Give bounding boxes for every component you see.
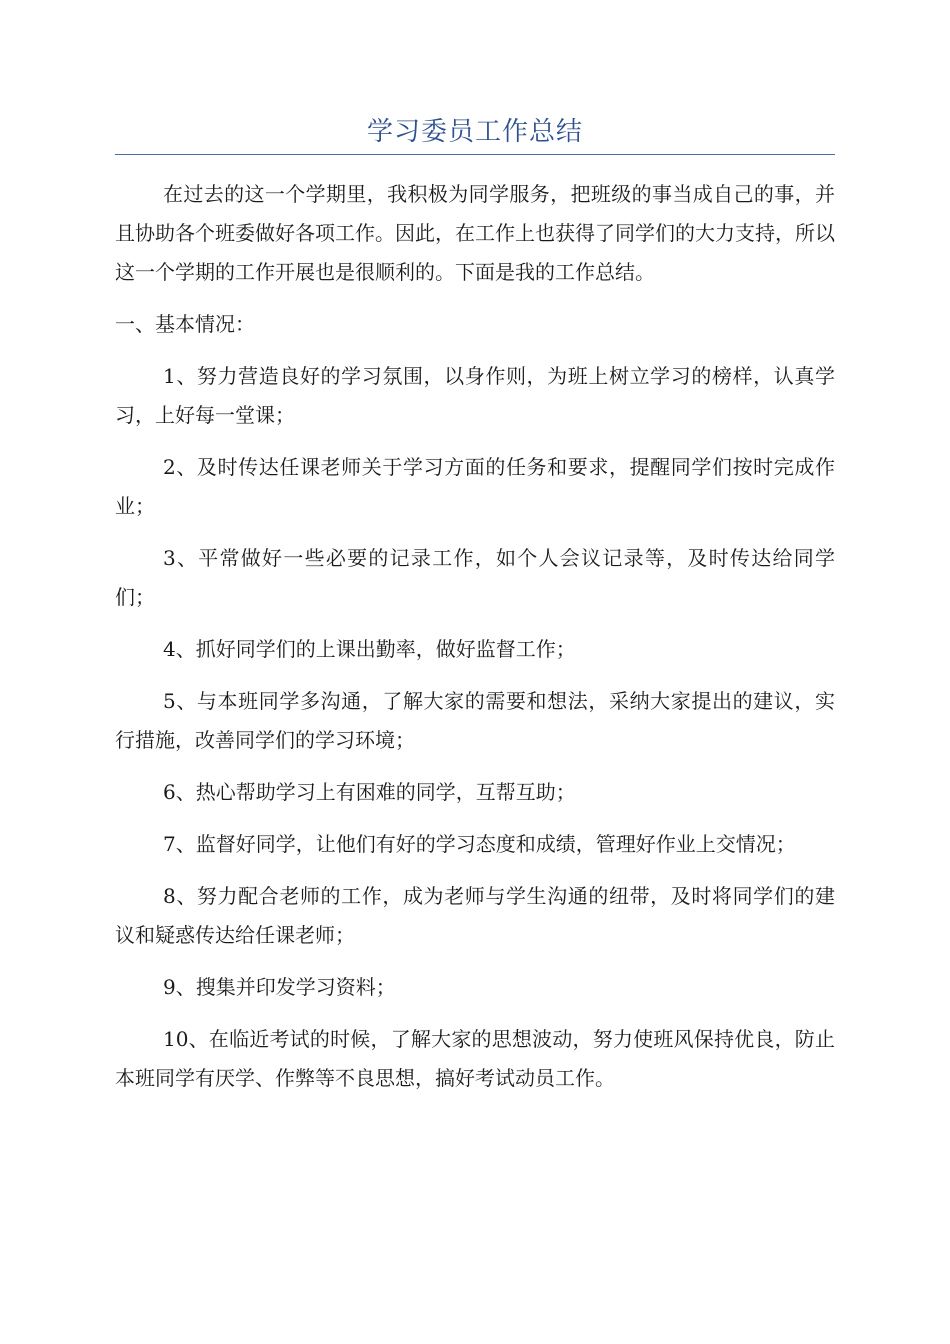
intro-paragraph: 在过去的这一个学期里，我积极为同学服务，把班级的事当成自己的事，并且协助各个班委做好各项工作。因此，在工作上也获得了同学们的大力支持，所以这一个学期的工作开展也是很顺利的。下面是我的工作总结。 [115, 182, 835, 284]
document-page [115, 112, 835, 1098]
list-item: 3、平常做好一些必要的记录工作，如个人会议记录等，及时传达给同学们； [115, 546, 835, 609]
section-heading: 一、基本情况： [115, 312, 255, 336]
list-item: 2、及时传达任课老师关于学习方面的任务和要求，提醒同学们按时完成作业； [115, 455, 835, 518]
title-underline [115, 154, 835, 155]
document-title: 学习委员工作总结 [366, 117, 583, 147]
list-item: 5、与本班同学多沟通，了解大家的需要和想法，采纳大家提出的建议，实行措施，改善同学们的学习环境； [115, 689, 835, 752]
list-item: 10、在临近考试的时候，了解大家的思想波动，努力使班风保持优良，防止本班同学有厌学、作弊等不良思想，搞好考试动员工作。 [115, 1027, 835, 1090]
list-item: 4、抓好同学们的上课出勤率，做好监督工作； [163, 637, 576, 661]
list-item: 9、搜集并印发学习资料； [163, 975, 396, 999]
list-item: 1、努力营造良好的学习氛围，以身作则，为班上树立学习的榜样，认真学习，上好每一堂课； [115, 364, 835, 427]
list-item: 8、努力配合老师的工作，成为老师与学生沟通的纽带，及时将同学们的建议和疑惑传达给任课老师； [115, 884, 835, 947]
list-item: 7、监督好同学，让他们有好的学习态度和成绩，管理好作业上交情况； [163, 832, 796, 856]
list-item: 6、热心帮助学习上有困难的同学，互帮互助； [163, 780, 576, 804]
